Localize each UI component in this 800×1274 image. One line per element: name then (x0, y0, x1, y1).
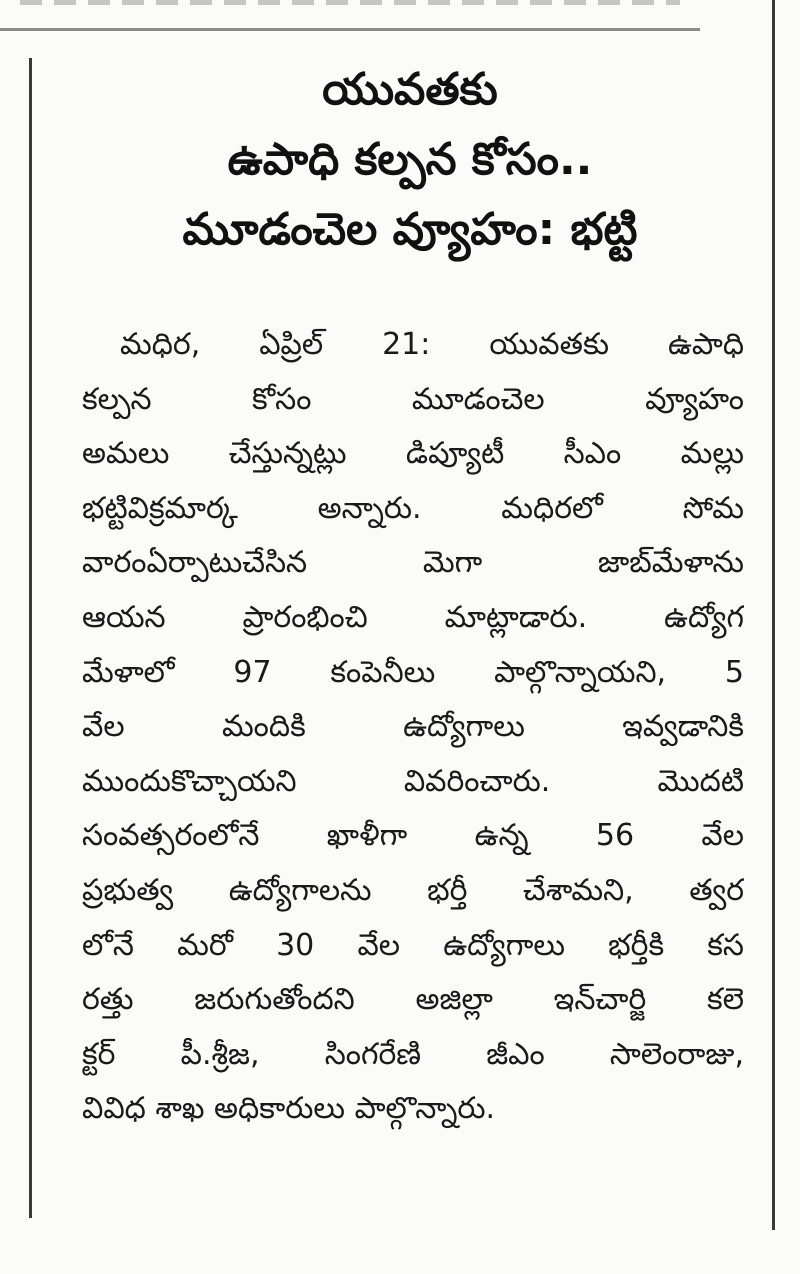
body-line: వివిధ శాఖ అధికారులు పాల్గొన్నారు. (82, 1091, 496, 1127)
body-line: ఆయన ప్రారంభించి మాట్లాడారు. ఉద్యోగ (82, 599, 744, 635)
body-line: క్టర్ పీ.శ్రీజ, సింగరేణి జీఎం సాలెంరాజు, (82, 1036, 744, 1072)
body-line: భట్టివిక్రమార్క అన్నారు. మధిరలో సోమ (82, 490, 744, 526)
right-column-rule (772, 0, 775, 1230)
body-line: రత్తు జరుగుతోందని అజిల్లా ఇన్‌చార్జి కలె (82, 982, 744, 1018)
body-line: కల్పన కోసం మూడంచెల వ్యూహం (82, 381, 744, 417)
cut-off-text-remnant (20, 0, 680, 5)
body-line: సంవత్సరంలోనే ఖాళీగా ఉన్న 56 వేల (82, 818, 744, 854)
body-line: మేళాలో 97 కంపెనీలు పాల్గొన్నాయని, 5 (82, 654, 744, 690)
top-separator-rule (0, 28, 700, 31)
body-line: ముందుకొచ్చాయని వివరించారు. మొదటి (82, 763, 744, 799)
article-body (82, 318, 744, 1137)
headline-line: మూడంచెల వ్యూహం: భట్టి (182, 204, 638, 255)
article-headline (60, 55, 760, 265)
body-line: లోనే మరో 30 వేల ఉద్యోగాలు భర్తీకి కస (82, 927, 744, 963)
body-line: వేల మందికి ఉద్యోగాలు ఇవ్వడానికి (82, 709, 744, 745)
headline-line: యువతకు (322, 64, 498, 115)
body-line: అమలు చేస్తున్నట్లు డిప్యూటీ సీఎం మల్లు (82, 436, 744, 472)
body-line: ప్రభుత్వ ఉద్యోగాలను భర్తీ చేశామని, త్వర (82, 872, 744, 908)
body-line: మధిర, ఏప్రిల్ 21: యువతకు ఉపాధి (120, 327, 744, 362)
headline-line: ఉపాధి కల్పన కోసం.. (227, 134, 593, 185)
body-line: వారంఏర్పాటుచేసిన మెగా జాబ్‌మేళాను (82, 545, 744, 581)
left-column-rule (29, 58, 32, 1218)
